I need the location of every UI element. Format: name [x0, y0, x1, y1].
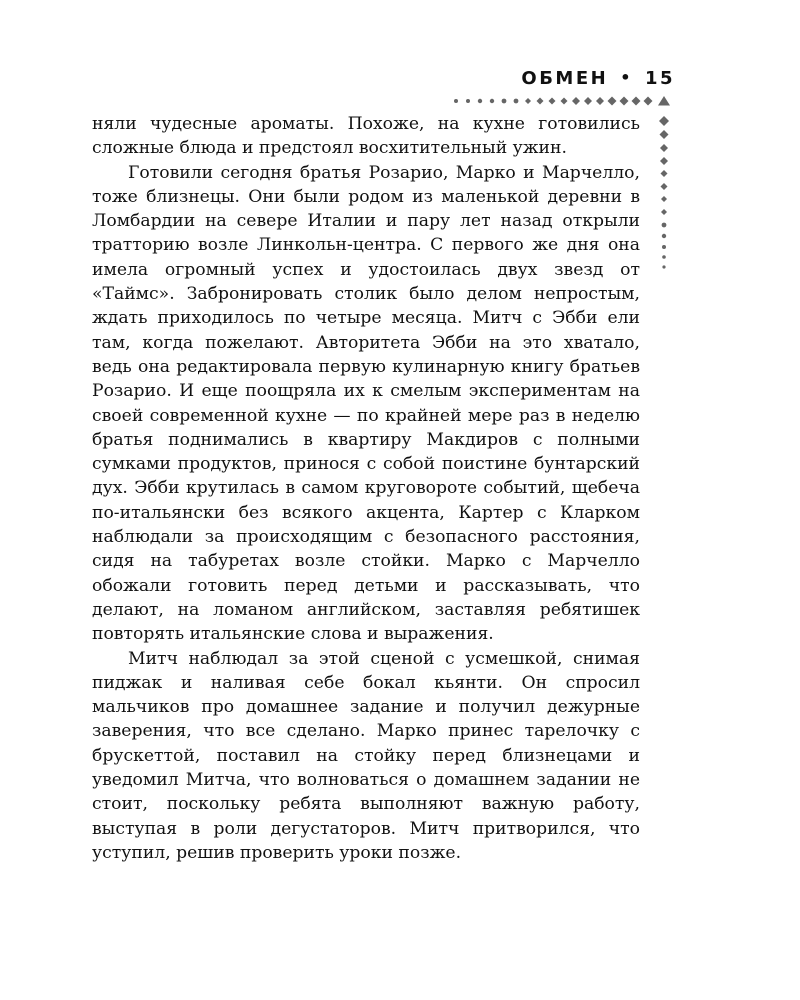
header-separator: • [620, 68, 633, 87]
horizontal-diamond-ornament [452, 96, 670, 106]
body-text [92, 112, 640, 865]
page-number: 15 [644, 68, 675, 89]
paragraph-continuation: няли чудесные ароматы. Похоже, на кухне готовились сложные блюда и предстоял восхитительный ужин. [92, 114, 640, 159]
paragraph-rosario-brothers: Готовили сегодня братья Розарио, Марко и Марчелло, тоже близнецы. Они были родом из маленькой деревни в Ломбардии на севере Италии и пару лет назад открыли тратторию возле Линкольн-центра. С первого же дня она имела огромный успех и удостоилась двух звезд от «Таймс». Забронировать столик было делом непростым, ждать приходилось по четыре месяца. Митч с Эбби ели там, когда пожелают. Авторитета Эбби на это хватало, ведь она редактировала первую кулинарную книгу братьев Розарио. И еще поощряла их к смелым экспериментам на своей современной кухне — по крайней мере раз в неделю братья поднимались в квартиру Макдиров с полными сумками продуктов, принося с собой поистине бунтарский дух. Эбби крутилась в самом круговороте событий, щебеча по-итальянски без всякого акцента, Картер с Кларком наблюдали за происходящим с безопасного расстояния, сидя на табуретах возле стойки. Марко с Марчелло обожали готовить перед детьми и рассказывать, что делают, на ломаном английском, заставляя ребятишек повторять итальянские слова и выражения. [92, 162, 640, 645]
vertical-diamond-ornament [657, 114, 671, 274]
paragraph-mitch-observing: Митч наблюдал за этой сценой с усмешкой, снимая пиджак и наливая себе бокал кьянти. Он спросил мальчиков про домашнее задание и получил дежурные заверения, что все сделано. Марко принес тарелочку с брускеттой, поставил на стойку перед близнецами и уведомил Митча, что волноваться о домашнем задании не стоит, поскольку ребята выполняют важную работу, выступая в роли дегустаторов. Митч притворился, что уступил, решив проверить уроки позже. [92, 648, 640, 863]
chapter-title: ОБМЕН [521, 68, 609, 89]
running-header [470, 68, 675, 90]
